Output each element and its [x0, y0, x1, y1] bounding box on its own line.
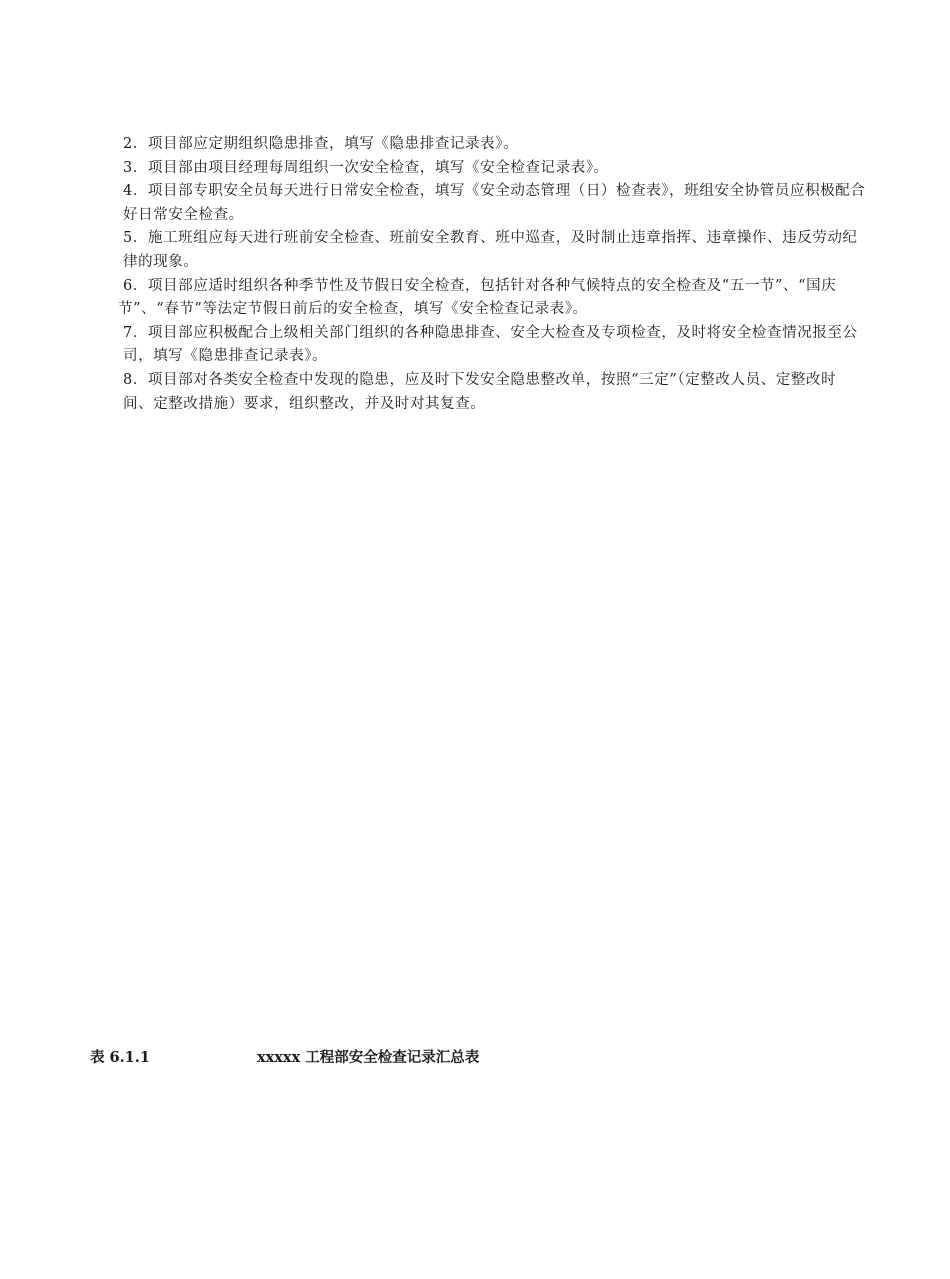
table-number: 表 6.1.1: [90, 1049, 150, 1066]
table-title: xxxxx 工程部安全检查记录汇总表: [257, 1049, 480, 1066]
rule-item-4: 4．项目部专职安全员每天进行日常安全检查，填写《安全动态管理（日）检查表》，班组安全协管员应积极配合好日常安全检查。: [123, 183, 866, 223]
rule-item-5: 5．施工班组应每天进行班前安全检查、班前安全教育、班中巡查，及时制止违章指挥、违章操作、违反劳动纪律的现象。: [123, 230, 858, 270]
rule-item-6: 6．项目部应适时组织各种季节性及节假日安全检查，包括针对各种气候特点的安全检查及“五一节”、“国庆节”、“春节”等法定节假日前后的安全检查，填写《安全检查记录表》。: [118, 277, 837, 318]
rule-item-2: 2．项目部应定期组织隐患排查，填写《隐患排查记录表》。: [123, 136, 519, 152]
table-caption: [90, 1046, 690, 1070]
rule-item-8: 8．项目部对各类安全检查中发现的隐患，应及时下发安全隐患整改单，按照“三定”（定整改人员、定整改时间、定整改措施）要求，组织整改，并及时对其复查。: [123, 371, 837, 412]
rule-item-3: 3．项目部由项目经理每周组织一次安全检查，填写《安全检查记录表》。: [123, 159, 609, 176]
rule-item-7: 7．项目部应积极配合上级相关部门组织的各种隐患排查、安全大检查及专项检查，及时将安全检查情况报至公司，填写《隐患排查记录表》。: [123, 324, 858, 365]
inspection-rules-list: [118, 133, 866, 416]
